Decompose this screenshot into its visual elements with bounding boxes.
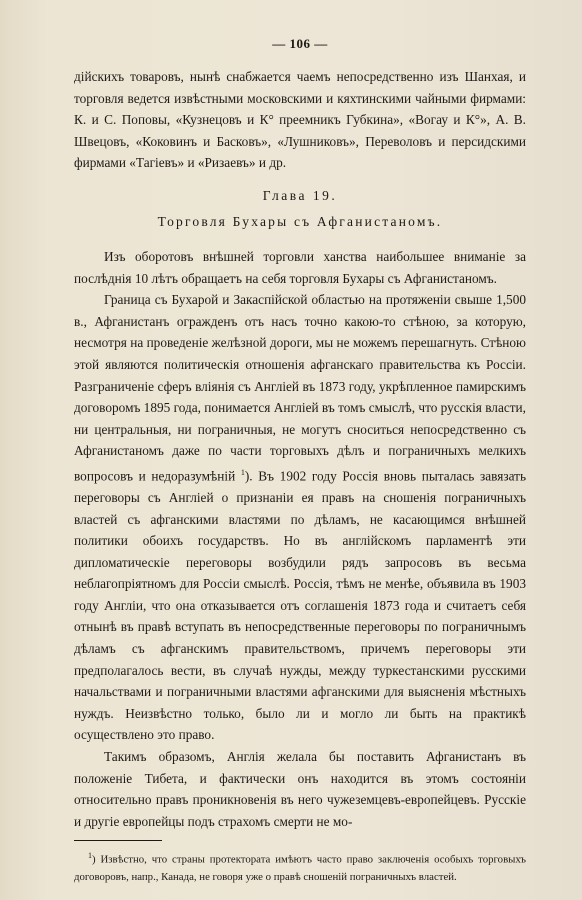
chapter-title: Глава 19. (262, 187, 338, 203)
chapter-subtitle: Торговля Бухары съ Афганистаномъ. (157, 213, 443, 229)
footnote-reference: 1 (240, 467, 245, 477)
paragraph-2-part-2: ). Въ 1902 году Россія вновь пыталась завязать переговоры съ Англіей о признаніи ея правъ на сношенія пограничныхъ властей съ афганскими властями по дѣламъ, не касающимся внѣшней политики обоихъ государствъ. Но въ англійскомъ парламентѣ эти дипломатическіе переговоры возбудили рядъ запросовъ въ весьма неблагопріятномъ для Россіи смыслѣ. Россія, тѣмъ не менѣе, объявила въ 1903 году Англіи, что она отказывается отъ соглашенія 1873 года и считаетъ себя отнынѣ въ правѣ вступать въ непосредственные переговоры по пограничнымъ дѣламъ съ афганскимъ правительствомъ, причемъ переговоры эти предполагалось вести, въ случаѣ нужды, между туркестанскими русскими начальствами и пограничными властями афганскими для выясненія мѣстныхъ нуждъ. Неизвѣстно только, было ли и могло ли быть на практикѣ осуществлено это право. (74, 468, 527, 743)
footnote-text: ) Извѣстно, что страны протектората имѣютъ часто право заключенія особыхъ торговыхъ договоровъ, напр., Канада, не говоря уже о правѣ сношеній пограничныхъ властей. (74, 854, 526, 884)
paragraph-intro: дійскихъ товаровъ, нынѣ снабжается чаемъ непосредственно изъ Шанхая, и торговля ведется извѣстными московскими и кяхтинскими чайными фирмами: К. и С. Поповы, «Кузнецовъ и К° преемникъ Губкина», «Вогау и К°», А. В. Швецовъ, «Коковинъ и Басковъ», «Лушниковъ», Переволовъ и персидскими фирмами «Тагіевъ» и «Ризаевъ» и др. (74, 69, 526, 171)
footnote-divider (74, 840, 162, 841)
footnote (74, 847, 526, 886)
page-number: — 106 — (272, 36, 328, 51)
paragraph-3: Такимъ образомъ, Англія желала бы поставить Афганистанъ въ положеніе Тибета, и фактически онъ находится въ этомъ состояніи относительно правъ проникновенія въ него чужеземцевъ-европейцевъ. Русскіе и другіе европейцы подъ страхомъ смерти не мо- (74, 749, 526, 829)
footnote-number: 1 (88, 851, 92, 861)
paragraph-1: Изъ оборотовъ внѣшней торговли ханства наибольшее вниманіе за послѣднія 10 лѣтъ обращаетъ на себя торговля Бухары съ Афганистаномъ. (74, 248, 526, 286)
paragraph-2 (74, 289, 526, 746)
paragraph-2-part-1: Граница съ Бухарой и Закаспійской областью на протяженіи свыше 1,500 в., Афганистанъ огражденъ отъ насъ точно какою-то стѣною, за которую, несмотря на проведеніе желѣзной дороги, мы не можемъ перешагнуть. Стѣною этой являются политическія отношенія афганскаго правительства къ Россіи. Разграниченіе сферъ вліянія съ Англіей въ 1873 году, укрѣпленное памирскимъ договоромъ 1895 года, понимается Англіей въ томъ смыслѣ, что русскія власти, ни центральныя, ни пограничныя, не могутъ сноситься непосредственно съ Афганистаномъ даже по части торговыхъ дѣлъ и пограничныхъ мелкихъ вопросовъ и недоразумѣній (74, 292, 526, 484)
